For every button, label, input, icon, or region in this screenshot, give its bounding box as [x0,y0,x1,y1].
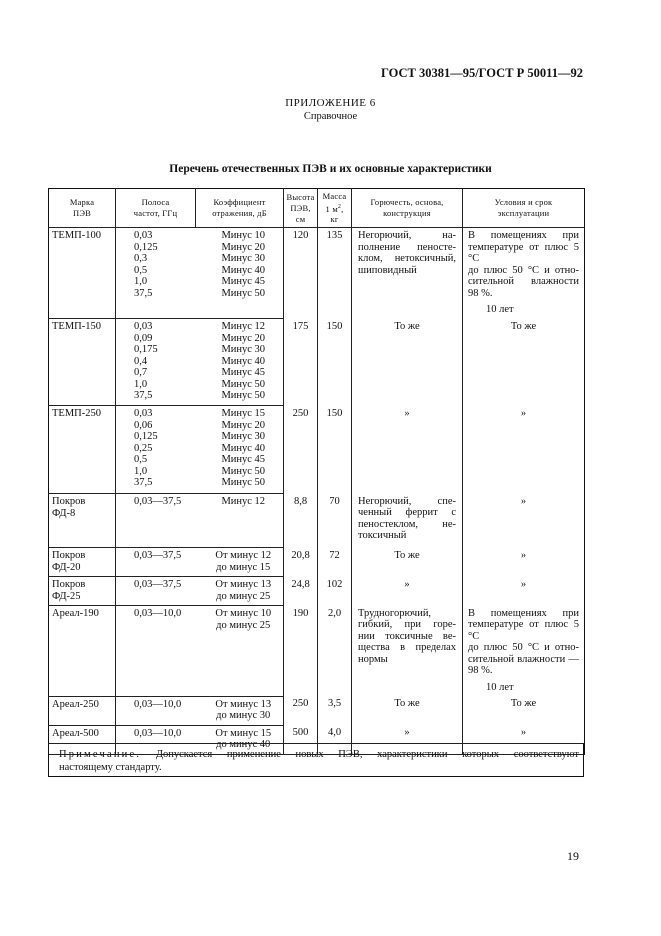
cell-fire: Негорючий, спе- ченный феррит с пеностеклом, не- токсичный [352,494,463,548]
cell-mass: 3,5 [318,696,352,725]
cell-fire: Негорючий, на- полнение пеносте- клом, нетоксичный, шиповидный [352,228,463,319]
cell-height: 24,8 [284,577,318,606]
cell-cond: В помещениях при температуре от плюс 5 °С до плюс 50 °С и отно- сительной влажности 98 %. 10 лет [463,228,585,319]
cell-refl: От минус 13 до минус 30 [196,696,284,725]
table-title: Перечень отечественных ПЭВ и их основные характеристики [169,163,492,175]
service-term: 10 лет [486,304,514,315]
col-header-refl: Коэффициент отражения, дБ [196,189,284,228]
table-row [49,696,585,725]
cell-height: 500 [284,725,318,754]
cell-freq: 0,03—37,5 [116,548,196,577]
cell-cond: » [463,548,585,577]
cell-freq: 0,03—10,0 [116,606,196,697]
cell-freq: 0,03—37,5 [116,577,196,606]
cell-fire: » [352,406,463,494]
cell-refl: Минус 15 Минус 20 Минус 30 Минус 40 Минус 45 Минус 50 Минус 50 [196,406,284,494]
cell-mass: 72 [318,548,352,577]
annex-subtitle: Справочное [303,111,358,122]
cell-mark: Ареал-190 [49,606,116,697]
cell-refl: От минус 12 до минус 15 [196,548,284,577]
cell-fire: То же [352,696,463,725]
cell-mass: 2,0 [318,606,352,697]
cell-freq: 0,03 0,06 0,125 0,25 0,5 1,0 37,5 [116,406,196,494]
cell-height: 20,8 [284,548,318,577]
col-header-mass: Масса 1 $м^2$, кг [318,189,352,228]
cell-mass: 4,0 [318,725,352,754]
characteristics-table [48,188,585,755]
cell-mark: ТЕМП-150 [49,319,116,406]
service-term: 10 лет [486,681,514,693]
cell-mass: 150 [318,319,352,406]
cell-cond: » [463,494,585,548]
cell-mark: Покров ФД-8 [49,494,116,548]
annex-title: ПРИЛОЖЕНИЕ 6 [285,97,376,109]
cell-refl: От минус 10 до минус 25 [196,606,284,697]
cell-fire: Трудногорючий, гибкий, при горе- нии токсичные ве- щества в пределах нормы [352,606,463,697]
col-header-height: Высота ПЭВ, см [284,189,318,228]
cell-fire: То же [352,319,463,406]
col-header-freq: Полоса частот, ГГц [116,189,196,228]
note-text-1: Допускается применение новых ПЭВ, характеристики которых соответствуют [155,749,579,760]
table-row [49,577,585,606]
cell-height: 250 [284,406,318,494]
cell-mark: Ареал-250 [49,696,116,725]
table-row [49,406,585,494]
cell-freq: 0,03 0,125 0,3 0,5 1,0 37,5 [116,228,196,319]
cell-cond: » [463,725,585,754]
page-number: 19 [567,849,579,863]
cell-refl: Минус 10 Минус 20 Минус 30 Минус 40 Минус 45 Минус 50 [196,228,284,319]
table-row [49,548,585,577]
cell-cond: В помещениях при температуре от плюс 5 °С до плюс 50 °С и отно- сительной влажности — 98 %. 10 лет [463,606,585,697]
cell-height: 175 [284,319,318,406]
cell-mass: 135 [318,228,352,319]
col-header-mark: Марка ПЭВ [49,189,116,228]
cell-freq: 0,03—10,0 [116,696,196,725]
annex-heading [0,97,661,123]
cell-mass: 150 [318,406,352,494]
table-row [49,494,585,548]
cell-mass: 102 [318,577,352,606]
cell-mark: Покров ФД-25 [49,577,116,606]
col-header-fire: Горючесть, основа, конструкция [352,189,463,228]
cell-freq: 0,03 0,09 0,175 0,4 0,7 1,0 37,5 [116,319,196,406]
cell-fire: » [352,725,463,754]
table-header-row [49,189,585,228]
cell-freq: 0,03—10,0 [116,725,196,754]
cell-cond: То же [463,696,585,725]
cell-height: 8,8 [284,494,318,548]
document-code: ГОСТ 30381—95/ГОСТ Р 50011—92 [380,66,583,80]
cell-mass: 70 [318,494,352,548]
cell-fire: То же [352,548,463,577]
cell-refl: От минус 13 до минус 25 [196,577,284,606]
cell-mark: ТЕМП-100 [49,228,116,319]
cell-mark: Покров ФД-20 [49,548,116,577]
cell-mark: ТЕМП-250 [49,406,116,494]
cell-height: 190 [284,606,318,697]
col-header-cond: Условия и срок эксплуатации [463,189,585,228]
cell-freq: 0,03—37,5 [116,494,196,548]
cell-cond: » [463,577,585,606]
cell-cond: То же [463,319,585,406]
cell-cond: » [463,406,585,494]
table-row [49,606,585,697]
cell-fire: » [352,577,463,606]
note-text-2: настоящему стандарту. [59,762,162,773]
cell-refl: Минус 12 Минус 20 Минус 30 Минус 40 Минус 45 Минус 50 Минус 50 [196,319,284,406]
cell-height: 120 [284,228,318,319]
cell-mark: Ареал-500 [49,725,116,754]
cell-refl: От минус 15 до минус 40 [196,725,284,754]
table-row [49,228,585,319]
table-row [49,319,585,406]
table-note [48,743,584,777]
note-label: Примечание. [59,749,142,760]
cell-refl: Минус 12 [196,494,284,548]
cell-height: 250 [284,696,318,725]
